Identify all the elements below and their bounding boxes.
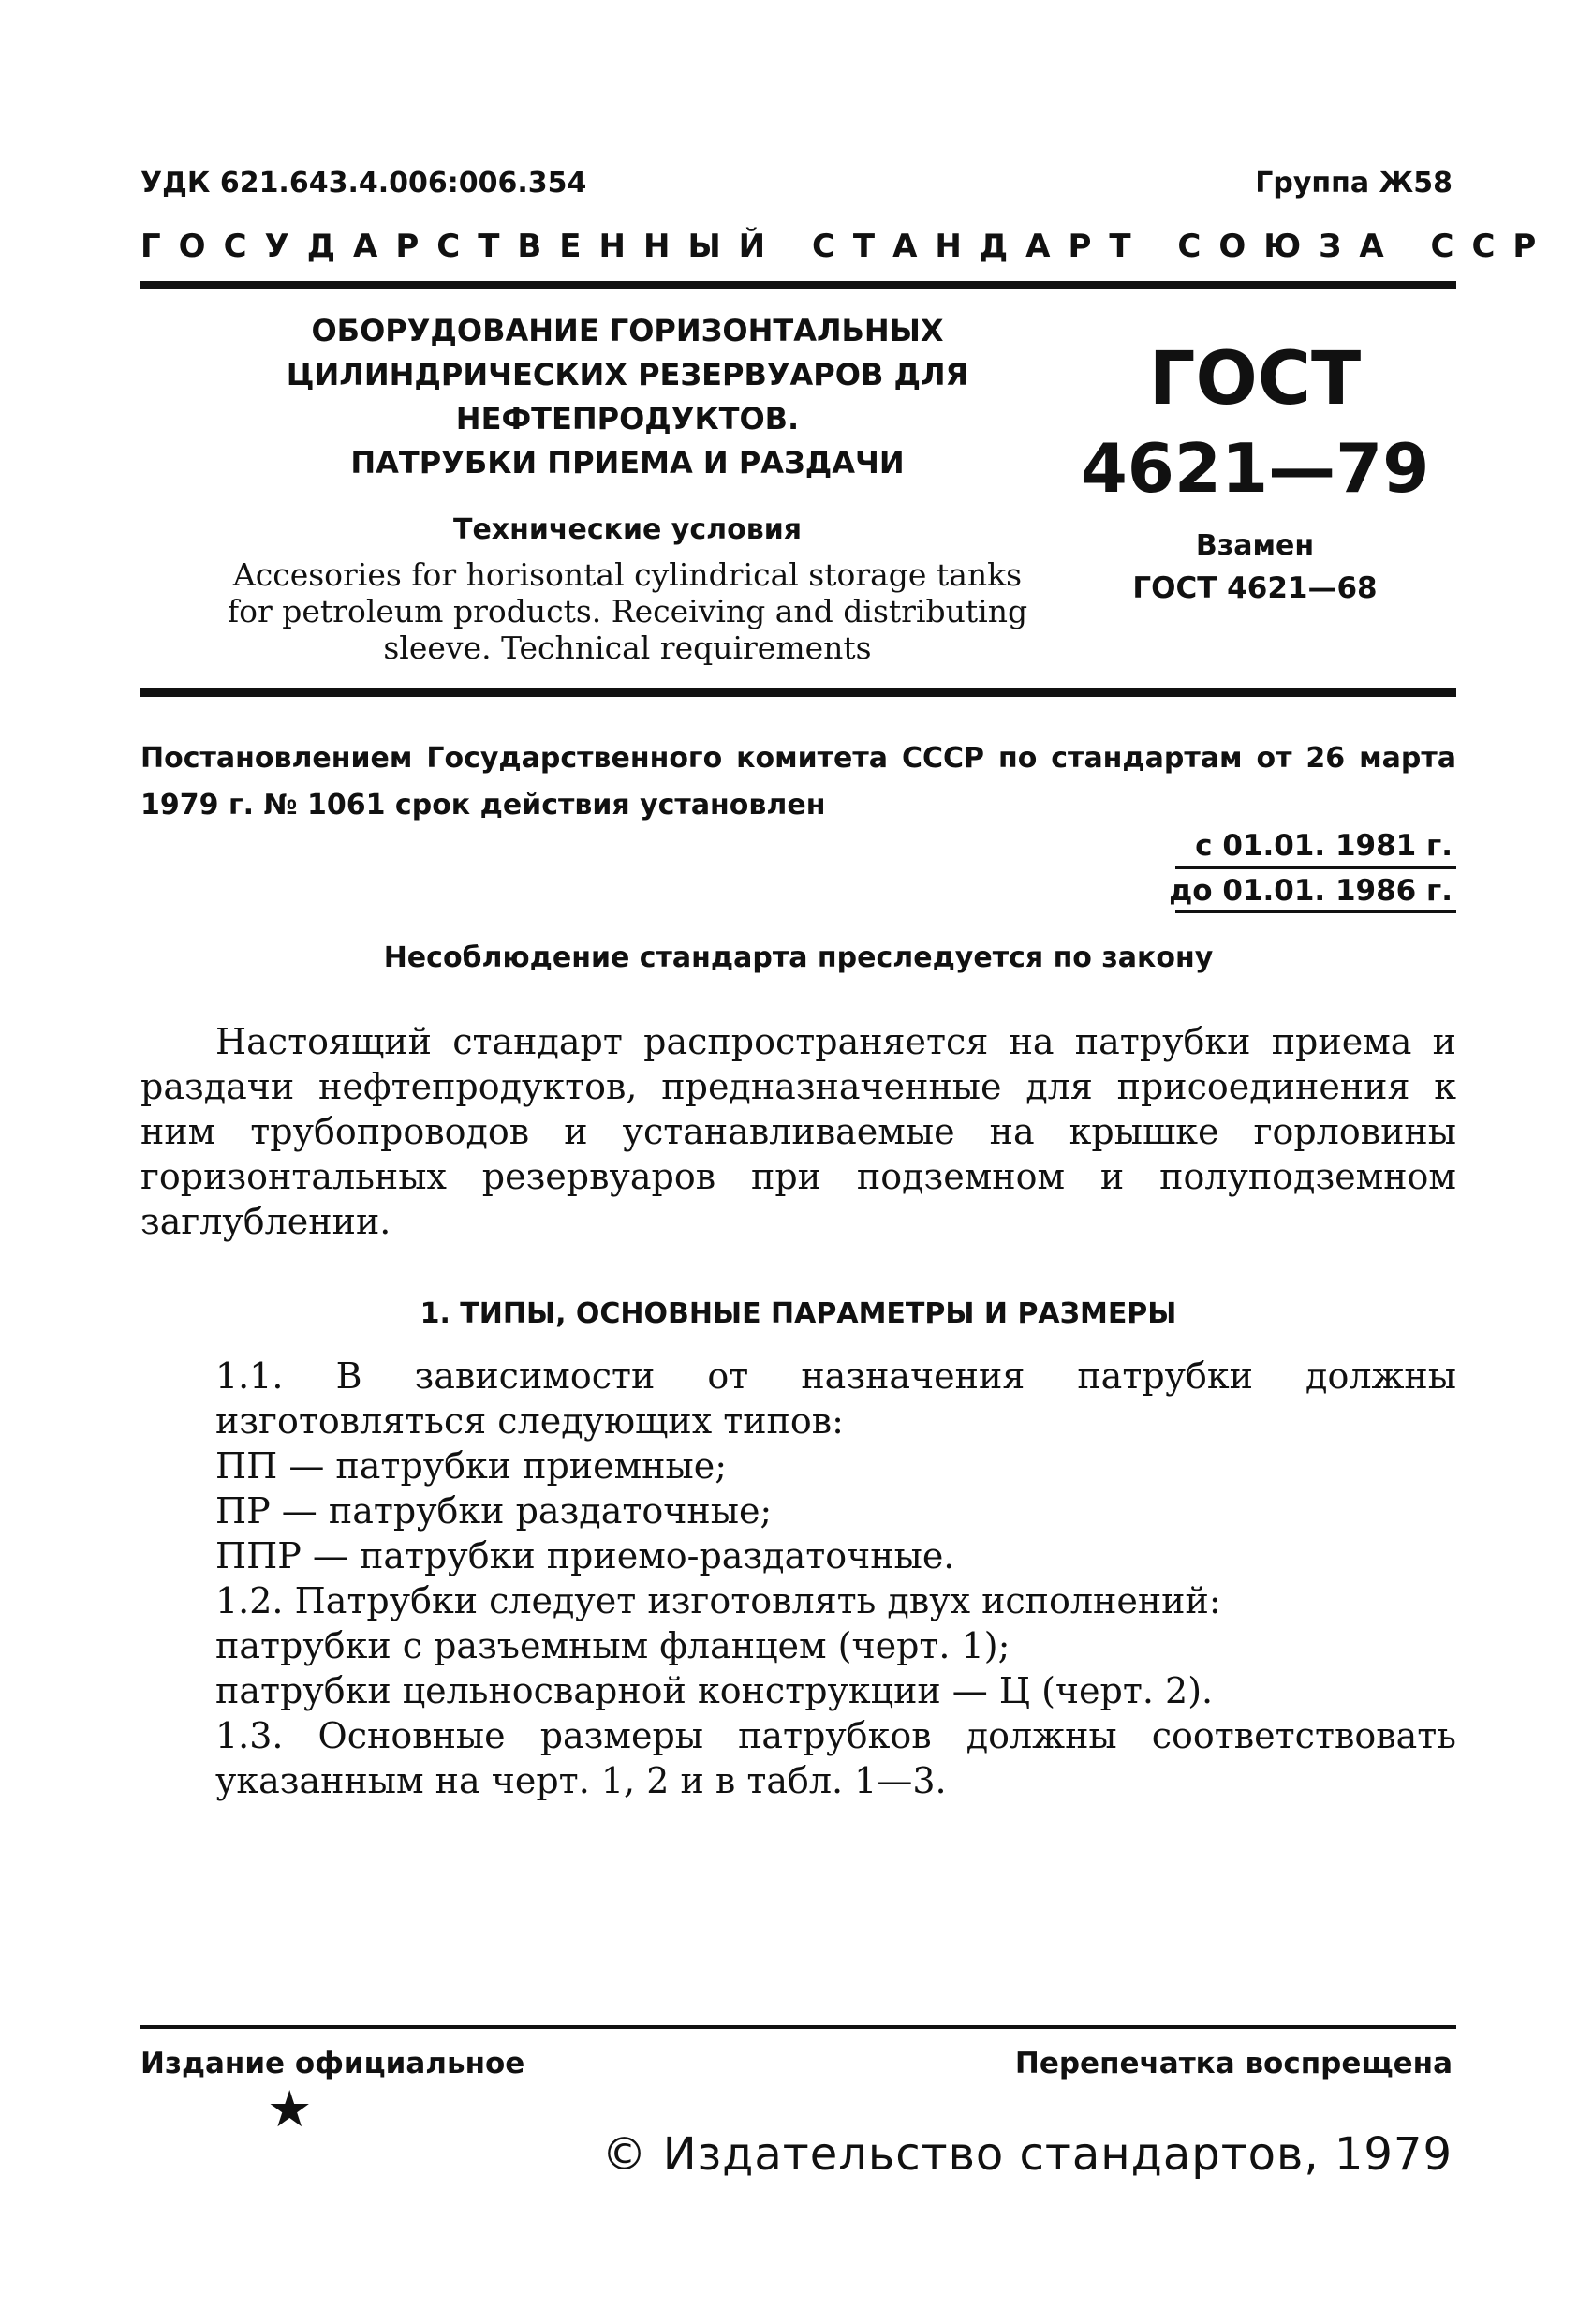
english-title: Accesories for horisontal cylindrical storage tanks for petroleum products. Receiving and distributing sleeve. Technical requirements: [227, 556, 1028, 666]
udk-code: УДК 621.643.4.006:006.354: [140, 167, 587, 200]
variant-item: патрубки цельносварной конструкции — Ц (черт. 2).: [215, 1670, 1214, 1711]
title-line: ЦИЛИНДРИЧЕСКИХ РЕЗЕРВУАРОВ ДЛЯ: [286, 357, 969, 392]
clause-1-1: 1.1. В зависимости от назначения патрубки должны изготовляться следующих типов:: [215, 1355, 1456, 1442]
legal-warning: Несоблюдение стандарта преследуется по закону: [383, 941, 1214, 974]
type-item: ПП — патрубки приемные;: [215, 1445, 728, 1487]
official-edition-label: Издание официальное: [140, 2047, 525, 2080]
state-standard-banner: ГОСУДАРСТВЕННЫЙ СТАНДАРТ СОЮЗА ССР: [140, 228, 1555, 265]
top-thick-rule: [140, 281, 1456, 289]
title-subtitle: Технические условия: [453, 513, 802, 546]
replaces-value: ГОСТ 4621—68: [1132, 571, 1378, 605]
gost-number: 4621—79: [1080, 429, 1430, 508]
type-item: ППР — патрубки приемо-раздаточные.: [215, 1535, 955, 1576]
gost-word: ГОСТ: [1148, 337, 1362, 422]
valid-from-date: с 01.01. 1981 г.: [1195, 829, 1453, 863]
section-body: [140, 1354, 1456, 1803]
title-line: ОБОРУДОВАНИЕ ГОРИЗОНТАЛЬНЫХ: [311, 313, 944, 348]
publisher-copyright: © Издательство стандартов, 1979: [601, 2128, 1453, 2181]
title-line: ПАТРУБКИ ПРИЕМА И РАЗДАЧИ: [350, 445, 905, 481]
decree-text: Постановлением Государственного комитета СССР по стандартам от 26 марта 1979 г. № 1061 срок действия установлен: [140, 742, 1456, 822]
title-line: НЕФТЕПРОДУКТОВ.: [455, 401, 800, 437]
variant-item: патрубки с разъемным фланцем (черт. 1);: [215, 1625, 1010, 1666]
section-heading: 1. ТИПЫ, ОСНОВНЫЕ ПАРАМЕТРЫ И РАЗМЕРЫ: [420, 1297, 1177, 1330]
star-icon: ★: [267, 2080, 313, 2139]
date-underline: [1175, 910, 1456, 913]
clause-1-2: 1.2. Патрубки следует изготовлять двух исполнений:: [215, 1580, 1221, 1621]
replaces-label: Взамен: [1195, 529, 1315, 562]
date-divider: [1175, 866, 1456, 869]
title-block: [215, 309, 1040, 552]
clause-1-3: 1.3. Основные размеры патрубков должны соответствовать указанным на черт. 1, 2 и в табл. 1—3.: [215, 1715, 1456, 1801]
group-code: Группа Ж58: [1255, 167, 1453, 200]
intro-paragraph: Настоящий стандарт распространяется на патрубки приема и раздачи нефтепродуктов, предназначенные для присоединения к ним трубопроводов и устанавливаемые на крышке горловины горизонтальных резервуаров при подземном и полуподземном заглублении.: [140, 1021, 1456, 1242]
footer-rule: [140, 2025, 1456, 2029]
valid-to-date: до 01.01. 1986 г.: [1169, 874, 1453, 908]
mid-thick-rule: [140, 688, 1456, 697]
type-item: ПР — патрубки раздаточные;: [215, 1490, 773, 1532]
reprint-prohibited-label: Перепечатка воспрещена: [1014, 2047, 1453, 2080]
